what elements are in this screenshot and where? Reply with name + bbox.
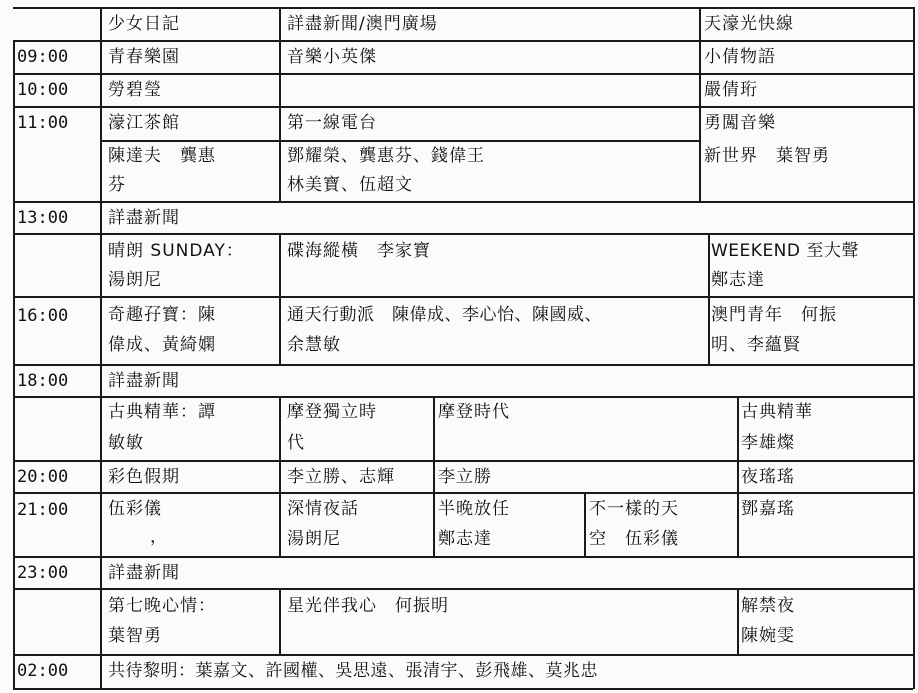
program-cell: 鄭志達 [438, 529, 492, 549]
column-divider [279, 233, 281, 364]
program-cell: 第一線電台 [287, 113, 377, 133]
program-cell: 解禁夜 [741, 596, 795, 616]
program-cell: 偉成、黃綺嫻 [108, 335, 216, 355]
time-label: 18:00 [17, 371, 69, 391]
program-cell: 彩色假期 [108, 467, 180, 487]
column-divider [584, 492, 586, 556]
program-cell: 敏敏 [108, 433, 144, 453]
program-cell: 不一樣的天 [589, 499, 679, 519]
program-cell: 陳婉雯 [741, 626, 795, 646]
program-cell: ， [150, 527, 168, 547]
header-col3: 天濠光快線 [704, 14, 794, 34]
program-cell: 李雄燦 [741, 433, 795, 453]
time-label: 20:00 [17, 467, 69, 487]
program-cell: 嚴倩珩 [704, 80, 758, 100]
column-divider [737, 396, 739, 556]
program-cell: 通天行動派 陳偉成、李心怡、陳國威、 [287, 305, 602, 325]
program-cell: 勇闖音樂 [704, 113, 776, 133]
program-cell: 詳盡新聞 [108, 371, 180, 391]
row-divider [13, 296, 913, 298]
column-divider [913, 7, 915, 689]
column-divider [279, 588, 281, 654]
program-cell: 空 伍彩儀 [589, 529, 679, 549]
time-label: 13:00 [17, 208, 69, 228]
program-cell: 澳門青年 何振 [711, 305, 837, 325]
program-cell: 鄧嘉瑤 [741, 499, 795, 519]
host-cell: 陳達夫 龔惠 [108, 146, 216, 166]
program-cell: 李立勝、志輝 [287, 467, 395, 487]
program-cell: 碟海縱橫 李家寶 [287, 241, 431, 261]
time-label: 09:00 [17, 47, 69, 67]
column-divider [100, 7, 102, 689]
program-cell: 代 [287, 433, 305, 453]
program-cell: 摩登獨立時 [287, 402, 377, 422]
program-cell: WEEKEND 至大聲 [711, 241, 859, 261]
program-cell: 共待黎明：葉嘉文、許國權、吳思遠、張清宇、彭飛雄、莫兆忠 [108, 661, 598, 681]
program-cell: 奇趣孖寶：陳 [108, 305, 216, 325]
header-col2: 詳盡新聞/澳門廣場 [287, 14, 438, 34]
program-cell: 湯朗尼 [108, 270, 162, 290]
program-cell: 勞碧瑩 [108, 80, 162, 100]
time-label: 10:00 [17, 80, 69, 100]
program-cell: 音樂小英傑 [287, 47, 377, 67]
time-label: 16:00 [17, 306, 69, 326]
program-cell: 古典精華 [741, 402, 813, 422]
program-cell: 余慧敏 [287, 335, 341, 355]
time-label: 23:00 [17, 563, 69, 583]
host-cell: 芬 [108, 175, 126, 195]
program-cell: 李立勝 [438, 467, 492, 487]
column-divider [279, 396, 281, 556]
program-cell: 湯朗尼 [287, 529, 341, 549]
program-cell: 濠江茶館 [108, 113, 180, 133]
program-cell: 葉智勇 [108, 626, 162, 646]
program-cell: 星光伴我心 何振明 [287, 596, 449, 616]
program-cell: 伍彩儀 [108, 499, 162, 519]
program-cell: 第七晚心情： [108, 596, 216, 616]
program-cell: 鄭志達 [711, 270, 765, 290]
program-cell: 深情夜話 [287, 499, 359, 519]
column-divider [699, 7, 701, 201]
program-cell: 詳盡新聞 [108, 563, 180, 583]
column-divider [279, 7, 281, 201]
program-cell: 晴朗 SUNDAY： [108, 241, 244, 261]
row-divider [13, 688, 913, 690]
time-label: 02:00 [17, 661, 69, 681]
program-cell: 青春樂園 [108, 47, 180, 67]
program-cell: 小倩物語 [704, 47, 776, 67]
header-col1: 少女日記 [108, 14, 180, 34]
column-divider [13, 40, 15, 689]
program-cell: 詳盡新聞 [108, 208, 180, 228]
column-divider [708, 233, 710, 364]
host-cell: 鄧耀榮、龔惠芬、錢偉王 [287, 146, 485, 166]
program-cell: 夜瑤瑤 [741, 467, 795, 487]
host-cell: 林美寶、伍超文 [287, 175, 413, 195]
program-cell: 古典精華：譚 [108, 402, 216, 422]
time-label: 11:00 [17, 113, 69, 133]
program-cell: 明、李蘊賢 [711, 335, 801, 355]
program-cell: 半晚放任 [438, 499, 510, 519]
host-cell: 新世界 葉智勇 [704, 146, 830, 166]
program-cell: 摩登時代 [438, 402, 510, 422]
column-divider [737, 588, 739, 654]
column-divider [433, 396, 435, 556]
time-label: 21:00 [17, 500, 69, 520]
